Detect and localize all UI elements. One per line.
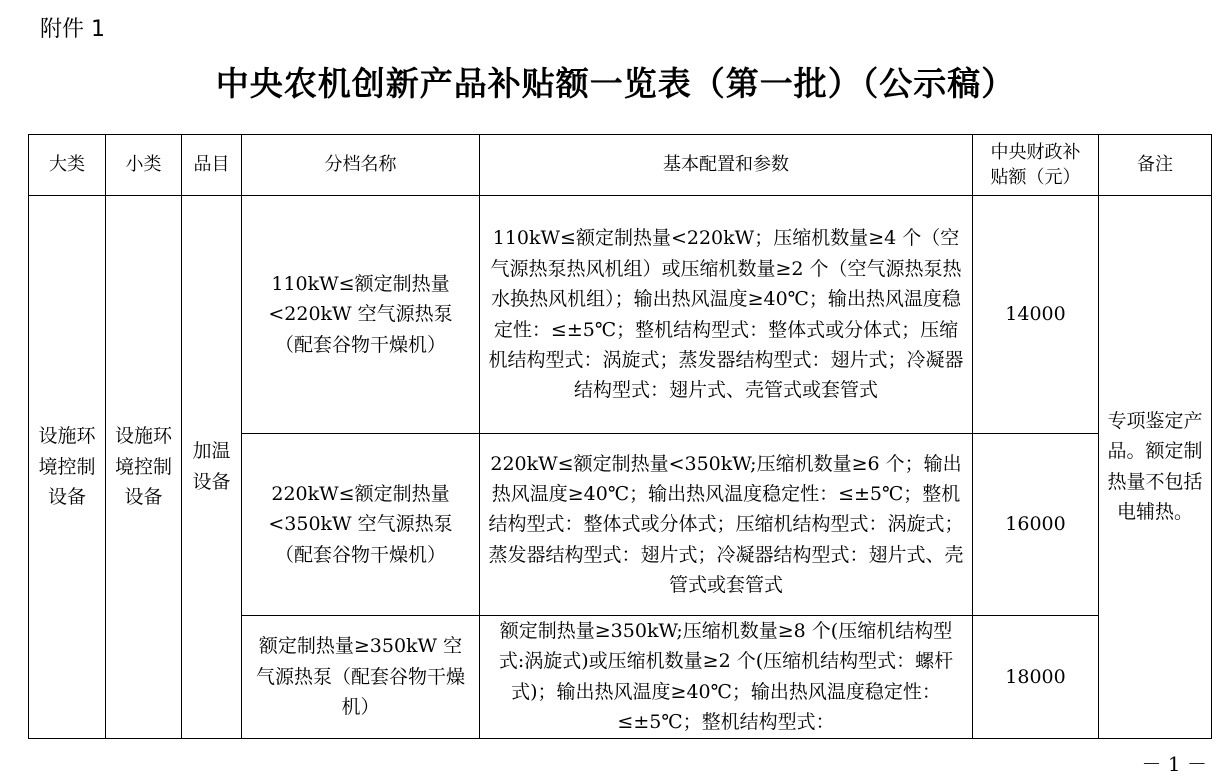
header-note: 备注 — [1099, 135, 1212, 196]
attachment-label: 附件 1 — [40, 17, 105, 42]
note-cell: 专项鉴定产品。额定制热量不包括电辅热。 — [1099, 196, 1212, 739]
header-subsidy: 中央财政补贴额（元） — [973, 135, 1099, 196]
subsidy-cell: 14000 — [973, 196, 1099, 434]
header-category: 大类 — [29, 135, 106, 196]
header-grade-name: 分档名称 — [242, 135, 480, 196]
params-cell: 110kW≤额定制热量<220kW；压缩机数量≥4 个（空气源热泵热风机组）或压缩机数量≥2 个（空气源热泵热水换热风机组）；输出热风温度≥40℃；输出热风温度稳定性：≤±5℃；整机结构型式：整体式或分体式；压缩机结构型式：涡旋式；蒸发器结构型式：翅片式；冷凝器结构型式：翅片式、壳管式或套管式 — [480, 196, 973, 434]
category-cell: 设施环境控制设备 — [29, 196, 106, 739]
header-item: 品目 — [182, 135, 242, 196]
grade-name-cell: 220kW≤额定制热量<350kW 空气源热泵（配套谷物干燥机） — [242, 434, 480, 616]
subsidy-cell: 18000 — [973, 616, 1099, 739]
header-subcategory: 小类 — [106, 135, 182, 196]
item-cell: 加温设备 — [182, 196, 242, 739]
page-title: 中央农机创新产品补贴额一览表（第一批）（公示稿） — [215, 64, 1016, 103]
params-cell: 额定制热量≥350kW;压缩机数量≥8 个(压缩机结构型式:涡旋式)或压缩机数量≥2 个(压缩机结构型式：螺杆式)；输出热风温度≥40℃；输出热风温度稳定性：≤±5℃；整机结构型式： — [480, 616, 973, 739]
table-header-row — [29, 135, 1212, 196]
table-row — [29, 196, 1212, 434]
params-cell: 220kW≤额定制热量<350kW;压缩机数量≥6 个；输出热风温度≥40℃；输出热风温度稳定性：≤±5℃；整机结构型式：整体式或分体式；压缩机结构型式：涡旋式；蒸发器结构型式：翅片式；冷凝器结构型式：翅片式、壳管式或套管式 — [480, 434, 973, 616]
header-params: 基本配置和参数 — [480, 135, 973, 196]
subcategory-cell: 设施环境控制设备 — [106, 196, 182, 739]
subsidy-table — [28, 134, 1212, 739]
page-number: － 1 － — [1141, 752, 1207, 776]
grade-name-cell: 110kW≤额定制热量<220kW 空气源热泵（配套谷物干燥机） — [242, 196, 480, 434]
grade-name-cell: 额定制热量≥350kW 空气源热泵（配套谷物干燥机） — [242, 616, 480, 739]
subsidy-cell: 16000 — [973, 434, 1099, 616]
